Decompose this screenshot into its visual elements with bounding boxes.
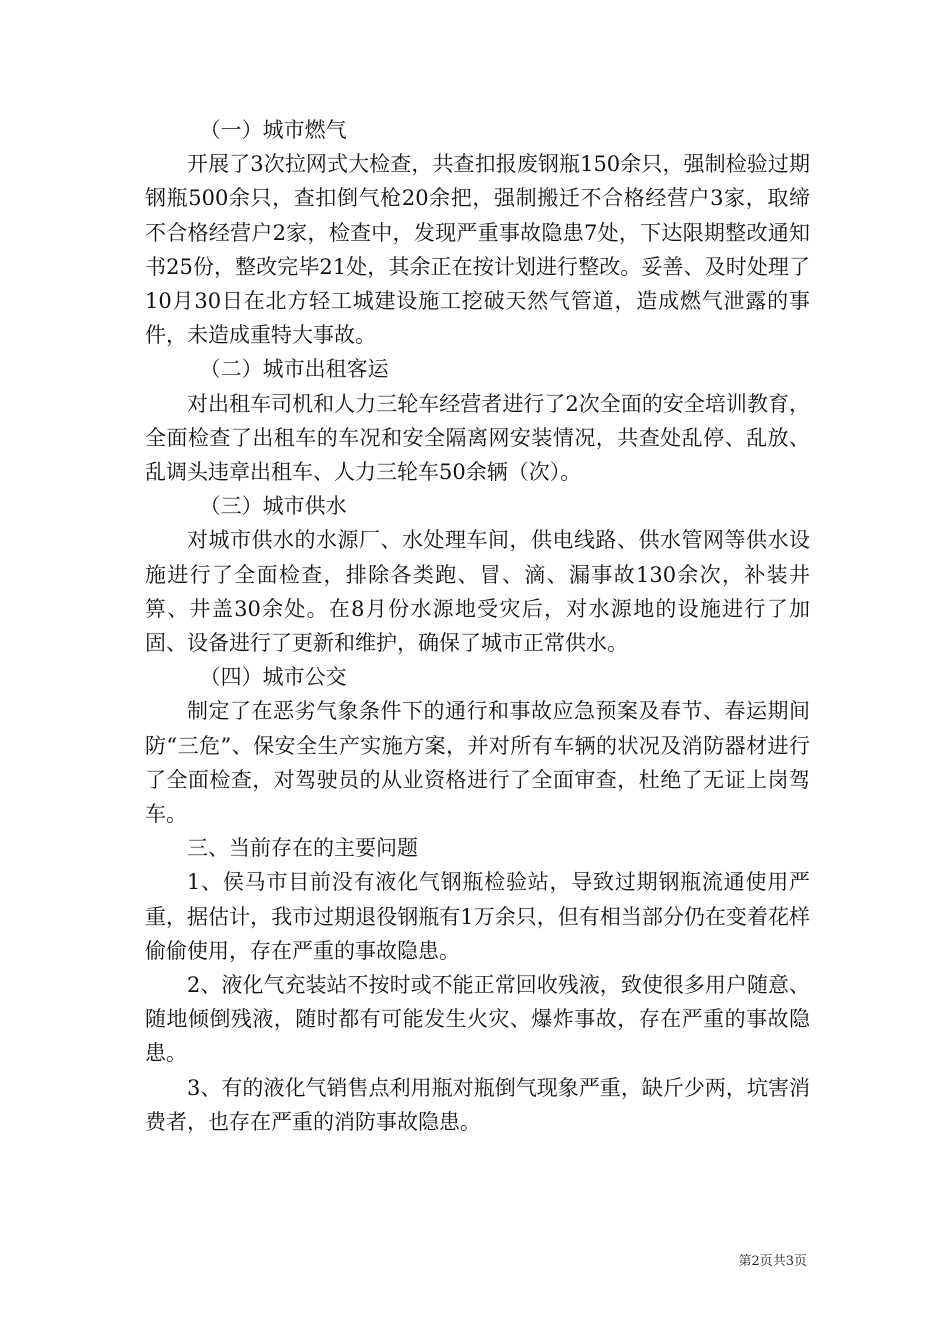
section-heading-water: （三）城市供水 (199, 494, 347, 519)
paragraph-problem-2: 2、液化气充装站不按时或不能正常回收残液，致使很多用户随意、随地倾倒残液，随时都有可能发生火灾、爆炸事故，存在严重的事故隐患。 (145, 973, 810, 1066)
section-heading-bus: （四）城市公交 (199, 665, 347, 690)
section-heading-taxi: （二）城市出租客运 (199, 357, 389, 382)
page-number: 第2页共3页 (738, 1254, 807, 1269)
document-body (145, 113, 810, 1139)
section-heading-gas: （一）城市燃气 (199, 118, 347, 142)
paragraph-problem-3: 3、有的液化气销售点利用瓶对瓶倒气现象严重，缺斤少两，坑害消费者，也存在严重的消防事故隐患。 (145, 1075, 810, 1134)
section-heading-problems: 三、当前存在的主要问题 (187, 836, 418, 861)
paragraph-taxi: 对出租车司机和人力三轮车经营者进行了2次全面的安全培训教育，全面检查了出租车的车况和安全隔离网安装情况，共查处乱停、乱放、乱调头违章出租车、人力三轮车50余辆（次）。 (145, 391, 810, 485)
paragraph-water: 对城市供水的水源厂、水处理车间，供电线路、供水管网等供水设施进行了全面检查，排除各类跑、冒、滴、漏事故130余次，补装井箅、井盖30余处。在8月份水源地受灾后，对水源地的设施进行了加固、设备进行了更新和维护，确保了城市正常供水。 (145, 528, 810, 656)
paragraph-bus: 制定了在恶劣气象条件下的通行和事故应急预案及春节、春运期间防“三危”、保安全生产实施方案，并对所有车辆的状况及消防器材进行了全面检查，对驾驶员的从业资格进行了全面审查，杜绝了无证上岗驾车。 (145, 699, 810, 827)
paragraph-gas: 开展了3次拉网式大检查，共查扣报废钢瓶150余只，强制检验过期钢瓶500余只，查扣倒气枪20余把，强制搬迁不合格经营户3家，取缔不合格经营户2家，检查中，发现严重事故隐患7处，下达限期整改通知书25份，整改完毕21处，其余正在按计划进行整改。妥善、及时处理了10月30日在北方轻工城建设施工挖破天然气管道，造成燃气泄露的事件，未造成重特大事故。 (145, 152, 810, 348)
paragraph-problem-1: 1、侯马市目前没有液化气钢瓶检验站，导致过期钢瓶流通使用严重，据估计，我市过期退役钢瓶有1万余只，但有相当部分仍在变着花样偷偷使用，存在严重的事故隐患。 (145, 870, 810, 963)
